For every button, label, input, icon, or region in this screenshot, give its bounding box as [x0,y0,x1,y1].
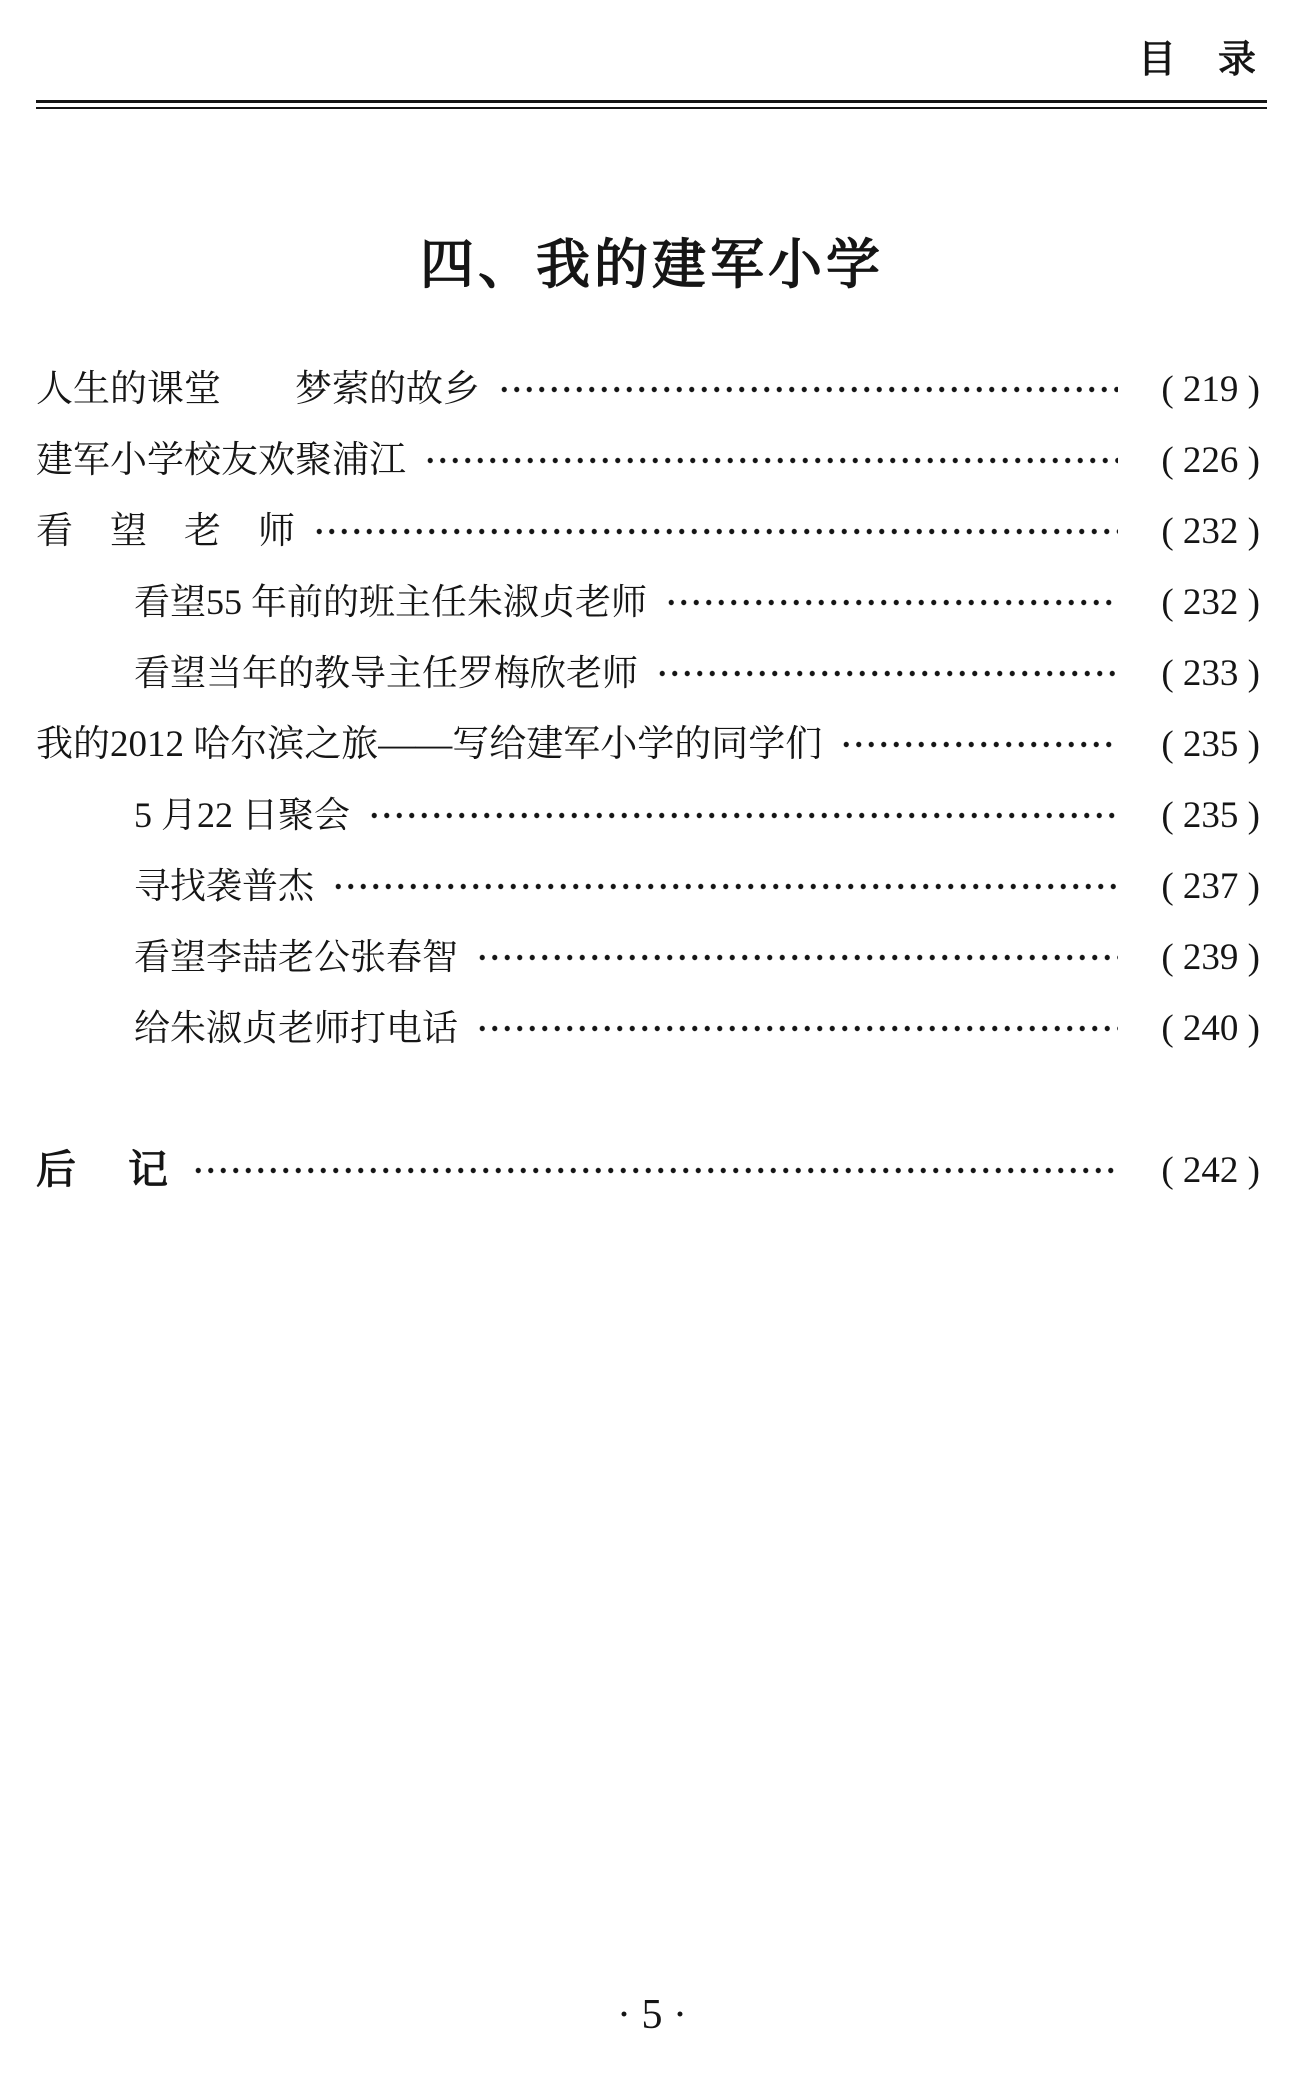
toc-entry-label: 后 记 [36,1148,174,1192]
toc-entry [36,638,1260,709]
dot-leader [313,496,1118,567]
toc-list [36,354,1260,1206]
dot-leader [656,638,1118,709]
running-head-title: 目 录 [1137,39,1258,81]
dot-leader [332,851,1118,922]
toc-entry-page: ( 240 ) [1161,1008,1260,1049]
toc-entry-page: ( 233 ) [1161,653,1260,694]
header-double-rule [36,100,1267,109]
toc-entry-page: ( 237 ) [1161,866,1260,907]
toc-entry-label: 看 望 老 师 [36,511,295,552]
toc-entry-label: 建军小学校友欢聚浦江 [36,440,406,481]
toc-entry-label: 我的2012 哈尔滨之旅——写给建军小学的同学们 [36,724,823,765]
dot-leader [498,354,1118,425]
section-title: 四、我的建军小学 [420,235,884,295]
toc-entry [36,993,1260,1064]
toc-entry-label: 给朱淑贞老师打电话 [134,1008,459,1048]
dot-leader [840,709,1118,780]
toc-entry-page: ( 232 ) [1161,582,1260,623]
toc-entry-page: ( 235 ) [1161,795,1260,836]
page-number-footer: · 5 · [617,1992,687,2038]
toc-entry-label: 人生的课堂 梦萦的故乡 [36,369,480,410]
toc-entry [36,496,1260,567]
dot-leader [424,425,1118,496]
toc-entry-page: ( 226 ) [1161,440,1260,481]
toc-entry-page: ( 232 ) [1161,511,1260,552]
toc-entry-backmatter [36,1135,1260,1206]
toc-entry-label: 看望当年的教导主任罗梅欣老师 [134,653,639,693]
dot-leader [192,1135,1118,1206]
dot-leader [665,567,1118,638]
toc-entry-label: 5 月22 日聚会 [134,795,351,835]
dot-leader [476,922,1118,993]
toc-entry-page: ( 239 ) [1161,937,1260,978]
toc-entry-label: 看望55 年前的班主任朱淑贞老师 [134,582,648,622]
toc-entry [36,709,1260,780]
toc-entry [36,354,1260,425]
dot-leader [368,780,1118,851]
toc-entry [36,851,1260,922]
dot-leader [476,993,1118,1064]
toc-entry [36,567,1260,638]
toc-entry-page: ( 235 ) [1161,724,1260,765]
toc-entry-page: ( 219 ) [1161,369,1260,410]
toc-entry [36,922,1260,993]
toc-entry-label: 看望李喆老公张春智 [134,937,459,977]
toc-entry [36,425,1260,496]
toc-entry [36,780,1260,851]
toc-entry-label: 寻找袭普杰 [134,866,315,906]
toc-entry-page: ( 242 ) [1161,1150,1260,1191]
